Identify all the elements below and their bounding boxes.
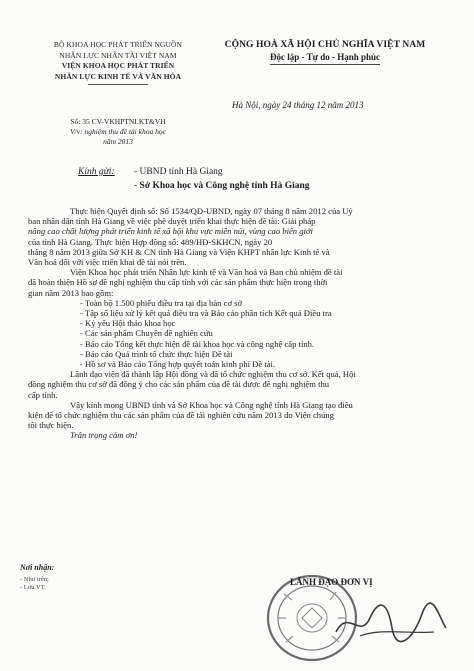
body-line: đồng nghiệm thu cơ sở đã đồng ý cho các sản phẩm của đề tài được đề nghị nghiệm thu — [28, 379, 330, 390]
noi-nhan-line-2: - Lưu VT. — [20, 584, 46, 591]
body-line: tôi thực hiện. — [28, 420, 74, 431]
motto-underline — [270, 64, 380, 65]
recipient-2: - Sở Khoa học và Công nghệ tỉnh Hà Giang — [134, 181, 310, 191]
body-line: của tỉnh Hà Giang. Thực hiện Hợp đồng số: 489/HĐ-SKHCN, ngày 20 — [28, 236, 273, 247]
body-line: đã hoàn thiện Hồ sơ đề nghị nghiệm thu cấp tỉnh với các sản phẩm thực hiện trong thời — [28, 277, 328, 288]
body-line: tháng 8 năm 2013 giữa Sở KH & CN tỉnh Hà Giang và Viện KHPT nhân lực Kinh tế và — [28, 246, 330, 257]
body-line: gian năm 2013 bao gồm: — [28, 287, 114, 298]
body-line: Viện Khoa học phát triển Nhân lực kinh tế và Văn hoá và Ban chủ nhiệm đề tài — [70, 267, 343, 278]
noi-nhan-list — [20, 576, 49, 592]
body-line: kiện để tổ chức nghiệm thu các sản phẩm của đề tài nghiên cứu năm 2013 do Viện chúng — [28, 410, 334, 421]
kinh-gui-label: Kính gửi: — [78, 167, 115, 177]
recipient-1: - UBND tỉnh Hà Giang — [134, 167, 223, 177]
letter-body — [28, 206, 454, 441]
issuer-divider — [88, 84, 148, 85]
document-number: Số: 35 CV-VKHPTNLKT&VH — [70, 117, 166, 126]
body-line: nâng cao chất lượng phát triển kinh tế xã hội khu vực miền núi, vùng cao biên giới — [28, 226, 313, 237]
body-line: Trân trọng cảm ơn! — [70, 430, 138, 441]
place-date: Hà Nội, ngày 24 tháng 12 năm 2013 — [232, 100, 364, 110]
body-line: Vậy kính mong UBND tỉnh và Sở Khoa học và Công nghệ tỉnh Hà Giang tạo điều — [70, 399, 353, 410]
noi-nhan-label: Nơi nhận: — [20, 563, 55, 572]
subject-line-1: V/v: nghiệm thu đề tài khoa học — [70, 127, 166, 136]
document-number-block — [18, 117, 218, 147]
body-line: - Kỷ yếu Hội thảo khoa học — [80, 318, 176, 329]
issuer-line-2: NHÂN LỰC NHÂN TÀI VIỆT NAM — [59, 50, 177, 60]
issuer-header — [18, 40, 218, 85]
national-header — [190, 40, 460, 65]
body-line: - Báo cáo Tổng kết thực hiện đề tài khoa học và công nghệ cấp tỉnh. — [80, 338, 315, 349]
noi-nhan-line-1: - Như trên; — [20, 576, 49, 583]
body-line: Lãnh đạo viện đã thành lập Hội đồng và đã tổ chức nghiệm thu cơ sở. Kết quả, Hội — [70, 369, 356, 380]
recipients-block — [78, 165, 398, 197]
body-line: - Toàn bộ 1.500 phiếu điều tra tại địa bàn cơ sở — [80, 297, 243, 308]
handwritten-signature — [330, 598, 450, 648]
issuer-line-4: NHÂN LỰC KINH TẾ VÀ VĂN HÓA — [54, 71, 182, 81]
body-line: - Tập số liệu xử lý kết quả điều tra và Báo cáo phân tích Kết quả Điều tra — [80, 308, 332, 319]
body-line: ban nhân dân tỉnh Hà Giang về việc phê duyệt triển khai thực hiện đề tài: Giải pháp — [28, 216, 316, 227]
body-line: - Hồ sơ và Báo cáo Tổng hợp quyết toán kinh phí Đề tài. — [80, 359, 276, 370]
signature-title: LÃNH ĐẠO ĐƠN VỊ — [290, 577, 373, 587]
issuer-line-3: VIỆN KHOA HỌC PHÁT TRIỂN — [61, 61, 175, 70]
nation-title: CỘNG HOÀ XÃ HỘI CHỦ NGHĨA VIỆT NAM — [224, 40, 426, 50]
body-line: Văn hoá đối với việc triển khai đề tài nói trên. — [28, 257, 187, 268]
issuer-line-1: BỘ KHOA HỌC PHÁT TRIỂN NGUỒN — [53, 40, 183, 49]
body-line: - Báo cáo Quá trình tổ chức thực hiện Đề tài — [80, 348, 233, 359]
body-line: - Các sản phẩm Chuyên đề nghiên cứu — [80, 328, 213, 339]
subject-line-2: năm 2013 — [103, 137, 133, 146]
nation-motto: Độc lập - Tự do - Hạnh phúc — [269, 52, 380, 62]
body-line: Thực hiện Quyết định số: Số 1534/QĐ-UBND, ngày 07 tháng 8 năm 2012 của Uỷ — [70, 206, 353, 216]
body-line: cấp tỉnh. — [28, 389, 58, 400]
